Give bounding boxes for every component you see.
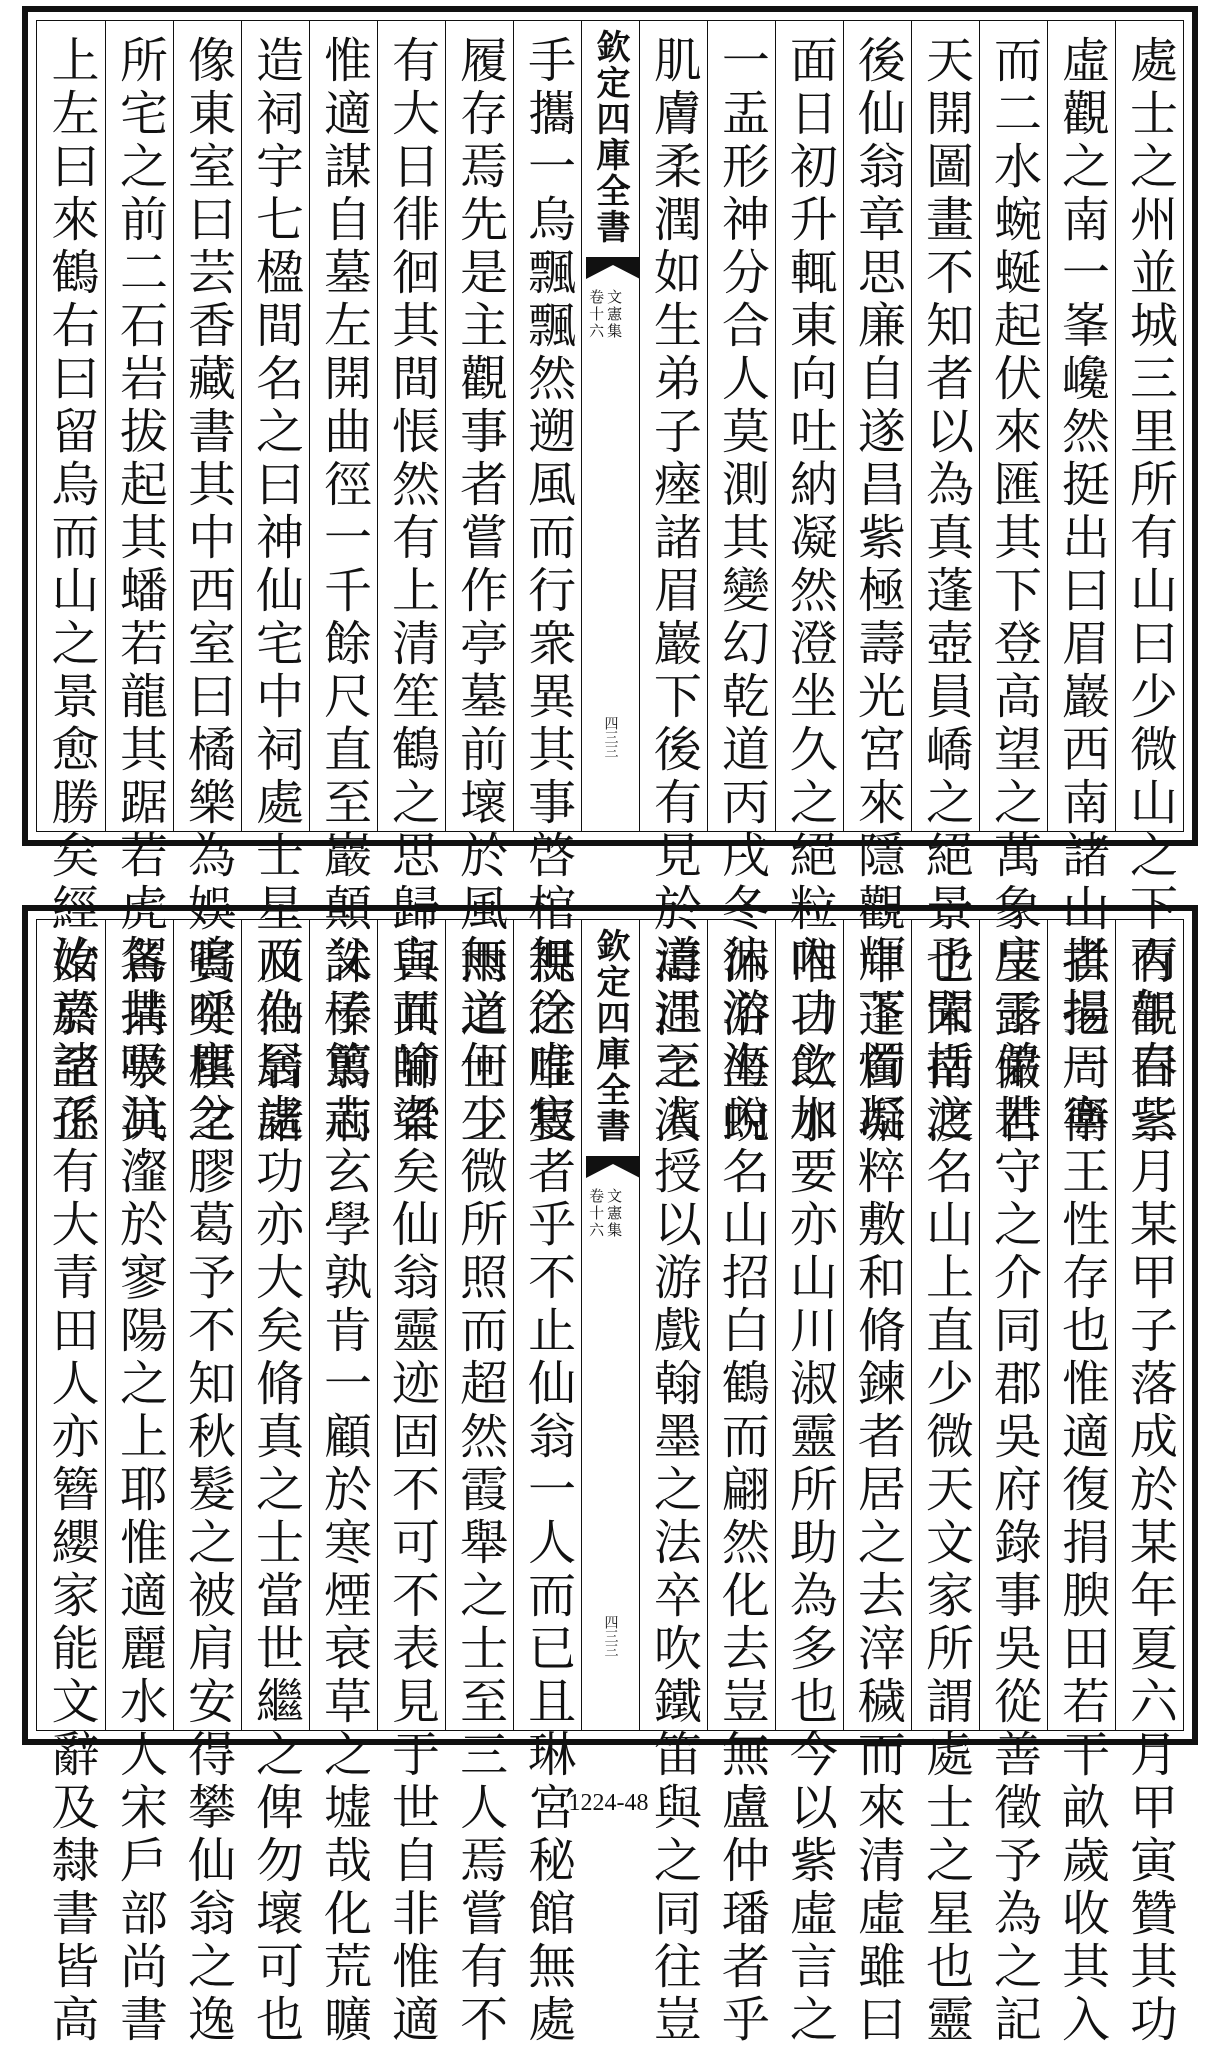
text-column (843, 21, 911, 1148)
column-text: 汝嘉諸孫有大青田人亦簪纓家能文辭及隸書皆高 (43, 934, 99, 2047)
text-column (105, 21, 173, 1148)
text-column (1047, 21, 1115, 1148)
column-text: 丙午春三月某甲子落成於某年夏六月甲寅贊其功 (1121, 934, 1178, 2047)
text-column (445, 920, 513, 2047)
column-text: 輝下燭凝粹敷和脩鍊者居之去滓穢而來清虛雖曰 (849, 934, 906, 2047)
folio-number: 四三三 (602, 1615, 619, 1657)
column-text: 言而喻者矣仙翁靈迹固不可不表見于世自非惟適 (383, 934, 440, 2047)
column-text: 天開圖畫不知者以為真蓬壺員嶠之絕景也宋南渡 (917, 35, 974, 1148)
column-text: 庋子弟世守之介同郡吳府錄事吳從善徵予為之記 (985, 934, 1042, 2047)
column-text: 內功之加要亦山川淑靈所助為多也今以紫虛言之 (781, 934, 838, 2047)
upper-page-frame (36, 20, 1184, 1148)
column-text: 道遇至人授以游戲翰墨之法卒吹鐵笛與之同往豈 (645, 934, 702, 2047)
text-column (173, 920, 241, 2047)
folio-number: 四三三 (602, 716, 619, 758)
column-text: 無之何少微所照而超然霞舉之士至三人焉嘗有不 (451, 934, 508, 2047)
center-fold-column (581, 920, 639, 1730)
column-text: 嗚呼塵坌膠葛予不知秋髮之被肩安得攀仙翁之逸 (179, 934, 236, 2047)
text-column (309, 920, 377, 2047)
text-column (639, 21, 707, 1148)
column-text: 所宅之前二石岩拔起其蟠若龍其踞若虎各搆亭其 (111, 35, 168, 1148)
column-text: 有大日徘徊其間悵然有上清笙鶴之思歸與其師梁 (383, 35, 440, 1148)
text-column (775, 920, 843, 2047)
collection-title: 文憲集 (605, 289, 624, 340)
column-text: 惟適謀自墓左開曲徑一千餘尺直至巖顛誅榛翦荊 (315, 35, 372, 1148)
text-column (37, 21, 105, 1148)
column-text: 予聞括之名山上直少微天文家所謂處士之星也靈 (917, 934, 974, 2047)
text-column (173, 21, 241, 1148)
column-text: 上左曰來鶴右曰留烏而山之景愈勝矣經始於至正 (43, 35, 99, 1148)
text-column (445, 21, 513, 1148)
text-column (979, 920, 1047, 2047)
text-column (513, 920, 581, 2047)
volume-number: 卷十六 (587, 289, 606, 340)
text-column (377, 21, 445, 1148)
text-column (309, 21, 377, 1148)
text-column (979, 21, 1047, 1148)
text-column (37, 920, 105, 2047)
center-fold-column (581, 21, 639, 831)
upper-page (22, 6, 1198, 1148)
column-text: 手攜一烏飄飄然遡風而行衆異其事啓棺視之唯隻 (519, 35, 576, 1148)
collection-title: 文憲集 (605, 1188, 624, 1239)
column-text: 父子篤志玄學孰肯一顧於寒煙衰草之墟哉化荒曠 (315, 934, 372, 2047)
text-column (513, 21, 581, 1148)
text-column (775, 21, 843, 1148)
text-column (241, 21, 309, 1148)
text-column (911, 21, 979, 1148)
column-text: 而為居處功亦大矣脩真之士當世繼之俾勿壞可也 (247, 934, 304, 2047)
book-title: 欽定四庫全書 (589, 928, 630, 1144)
text-column (911, 920, 979, 2047)
column-text: 處士之州並城三里所有山曰少微山之下有觀曰紫 (1121, 35, 1178, 1148)
text-column (707, 920, 775, 2047)
text-column (707, 21, 775, 1148)
text-column (241, 920, 309, 2047)
column-text: 一盂形神分合人莫測其變幻乾道丙戌冬沐浴坐蛻 (713, 35, 770, 1148)
column-text: 肌膚柔潤如生弟子瘞諸眉巖下後有見於濤江之濱 (645, 35, 702, 1148)
column-text: 虛觀之南一峯巉然挺出曰眉巖西南諸山拱挹周衛 (1053, 35, 1110, 1148)
column-text: 而二水蜿蜒起伏來匯其下登高望之萬象呈露儼若 (985, 35, 1042, 1148)
column-text: 徧游海內名山招白鶴而翩然化去豈無盧仲璠者乎 (713, 934, 770, 2047)
book-title: 欽定四庫全書 (589, 29, 630, 245)
text-column (1115, 920, 1183, 2047)
column-text: 後仙翁章思廉自遂昌紫極壽光宮來隱觀中蓬首垢 (849, 35, 906, 1148)
footer-page-number: 1224-48 (568, 1790, 649, 1816)
text-column (1115, 21, 1183, 1148)
upper-text-columns (37, 21, 1183, 1148)
text-column (105, 920, 173, 2047)
text-column (377, 920, 445, 2047)
text-column (639, 920, 707, 2047)
fishtail-mark-icon (586, 257, 640, 279)
column-text: 駕共吸沆瀣於寥陽之上耶惟適麗水人宋戶部尚書 (111, 934, 168, 2047)
text-column (1047, 920, 1115, 2047)
column-text: 面日初升輒東向吐納凝然澄坐久之絕粒唯日飲水 (781, 35, 838, 1148)
volume-number: 卷十六 (587, 1188, 606, 1239)
column-text: 履存焉先是主觀事者嘗作亭墓前壞於風雨道士王 (451, 35, 508, 1148)
fishtail-mark-icon (586, 1156, 640, 1178)
column-text: 者揚一寧王性存也惟適復捐腴田若干畝歲收其入 (1053, 934, 1110, 2047)
text-column (843, 920, 911, 2047)
column-text: 造祠宇七楹間名之曰神仙宅中祠處士星及仙翁諸 (247, 35, 304, 1148)
column-text: 像東室曰芸香藏書其中西室曰橘樂為娛賓奕棋之 (179, 35, 236, 1148)
column-text: 無徐虛寂者乎不止仙翁一人而已且琳宮秘館無處 (519, 934, 576, 2047)
